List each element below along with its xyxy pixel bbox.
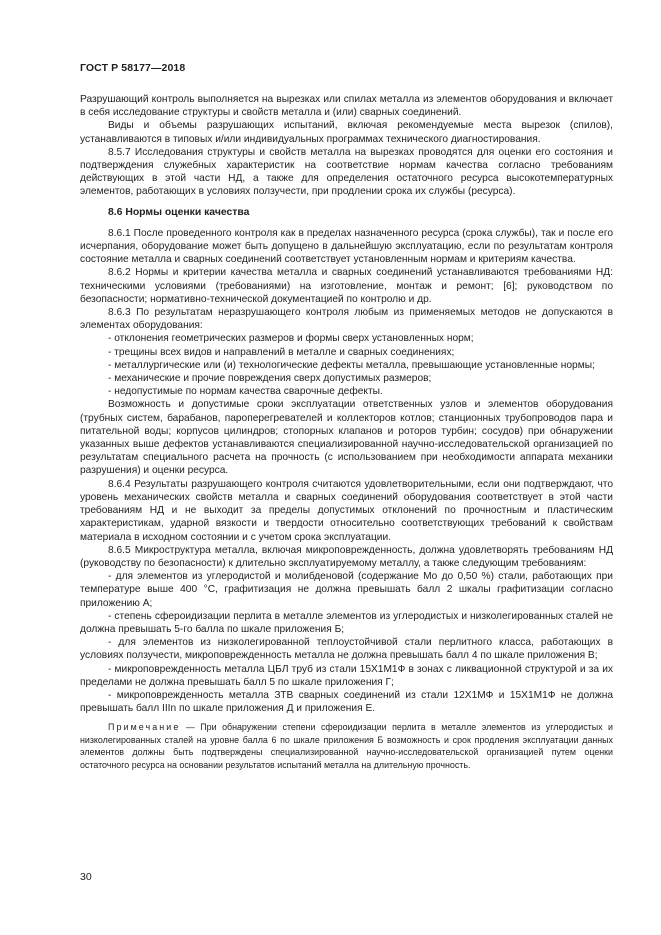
paragraph: 8.6.2 Нормы и критерии качества металла и сварных соединений устанавливаются требованиями НД: техническими условиями (требованиями) на изготовление, монтаж и ремонт; [6]; руководством по безопасности; нормативно-технической документацией по контролю и др. <box>80 267 613 305</box>
paragraph: Виды и объемы разрушающих испытаний, включая рекомендуемые места вырезок (спилов), устанавливаются в типовых и/или индивидуальных программах технического диагностирования. <box>80 120 613 145</box>
document-header: ГОСТ Р 58177—2018 <box>80 62 186 74</box>
paragraph: 8.6.1 После проведенного контроля как в пределах назначенного ресурса (срока службы), так и после его исчерпания, оборудование может быть допущено в дальнейшую эксплуатацию, если по результатам контроля состояние металла и сварных соединений соответствует установленным нормам и критериям качества. <box>80 227 613 266</box>
paragraph: 8.6.4 Результаты разрушающего контроля считаются удовлетворительными, если они подтверждают, что уровень механических свойств металла и сварных соединений оборудования соответствует в этой части требованиям НД и не выходит за пределы допустимых отклонений по прочностным и пластическим характеристикам, ударной вязкости и твердости относительно соответствующих требований к свойствам материала в исходном состоянии и с учетом срока эксплуатации. <box>80 478 613 543</box>
paragraph: 8.6.5 Микроструктура металла, включая микроповрежденность, должна удовлетворять требованиям НД (руководству по безопасности) к длительно эксплуатируемому металлу, а также следующим требованиям: <box>80 544 613 569</box>
paragraph: 8.5.7 Исследования структуры и свойств металла на вырезках проводятся для оценки его состояния и подтверждения служебных характеристик на соответствие нормам качества согласно требованиям действующих в этой части НД, а также для определения остаточного ресурса высокотемпературных элементов, работающих в условиях ползучести, при продлении срока их службы (ресурса). <box>80 146 613 198</box>
paragraph: Разрушающий контроль выполняется на вырезках или спилах металла из элементов оборудования и включает в себя исследование структуры и свойств металла и (или) сварных соединений. <box>80 94 613 119</box>
list-item: - трещины всех видов и направлений в металле и сварных соединениях; <box>108 346 455 358</box>
list-item: - отклонения геометрических размеров и формы сверх установленных норм; <box>108 333 474 345</box>
list-item: - для элементов из низколегированной теплоустойчивой стали перлитного класса, работающих в условиях ползучести, микроповрежденность металла не должна превышать балл 4 по шкале приложения В; <box>80 637 613 662</box>
list-item: - механические и прочие повреждения сверх допустимых размеров; <box>108 373 432 385</box>
page-content <box>80 93 613 771</box>
paragraph: 8.6.3 По результатам неразрушающего контроля любым из применяемых методов не допускаются в элементах оборудования: <box>80 307 613 332</box>
note <box>80 721 613 771</box>
list-item: - степень сфероидизации перлита в металле элементов из углеродистых и низколегированных сталей не должна превышать 5-го балла по шкале приложения Б; <box>80 610 613 635</box>
list-item: - микроповрежденность металла ЦБЛ труб из стали 15Х1М1Ф в зонах с ликвационной структурой и за их пределами не должна превышать балл 5 по шкале приложения Г; <box>80 663 613 688</box>
list-item: - металлургические или (и) технологические дефекты металла, превышающие установленные нормы; <box>108 359 595 371</box>
note-text: — При обнаружении степени сфероидизации перлита в металле элементов из углеродистых и низколегированных сталей на уровне балла 6 по шкале приложения Б возможность и срок продления эксплуатации данных элементов должны быть подтверждены специализированной научно-исследовательской организацией путем оценки остаточного ресурса на основании результатов испытаний металла на длительную прочность. <box>80 722 613 770</box>
list-item: - недопустимые по нормам качества сварочные дефекты. <box>108 386 383 398</box>
page-number: 30 <box>80 871 92 883</box>
section-title: 8.6 Нормы оценки качества <box>108 206 250 218</box>
note-label: Примечание <box>108 722 181 733</box>
list-item: - для элементов из углеродистой и молибденовой (содержание Мо до 0,50 %) стали, работающих при температуре выше 400 °С, графитизация не должна превышать балл 2 шкалы графитизации согласно приложению А; <box>80 571 613 609</box>
paragraph: Возможность и допустимые сроки эксплуатации ответственных узлов и элементов оборудования (трубных систем, барабанов, пароперегревателей и коллекторов котлов; станционных трубопроводов пара и питательной воды; корпусов цилиндров; стопорных клапанов и роторов турбин; сосудов) при обнаружении указанных выше дефектов устанавливаются специализированной научно-исследовательской организацией по результатам специального расчета на прочность (с использованием при необходимости аппарата механики разрушения) и оценки ресурса. <box>80 399 613 477</box>
list-item: - микроповрежденность металла ЗТВ сварных соединений из стали 12Х1МФ и 15Х1М1Ф не должна превышать балл IIIn по шкале приложения Д и приложения Е. <box>80 689 613 715</box>
